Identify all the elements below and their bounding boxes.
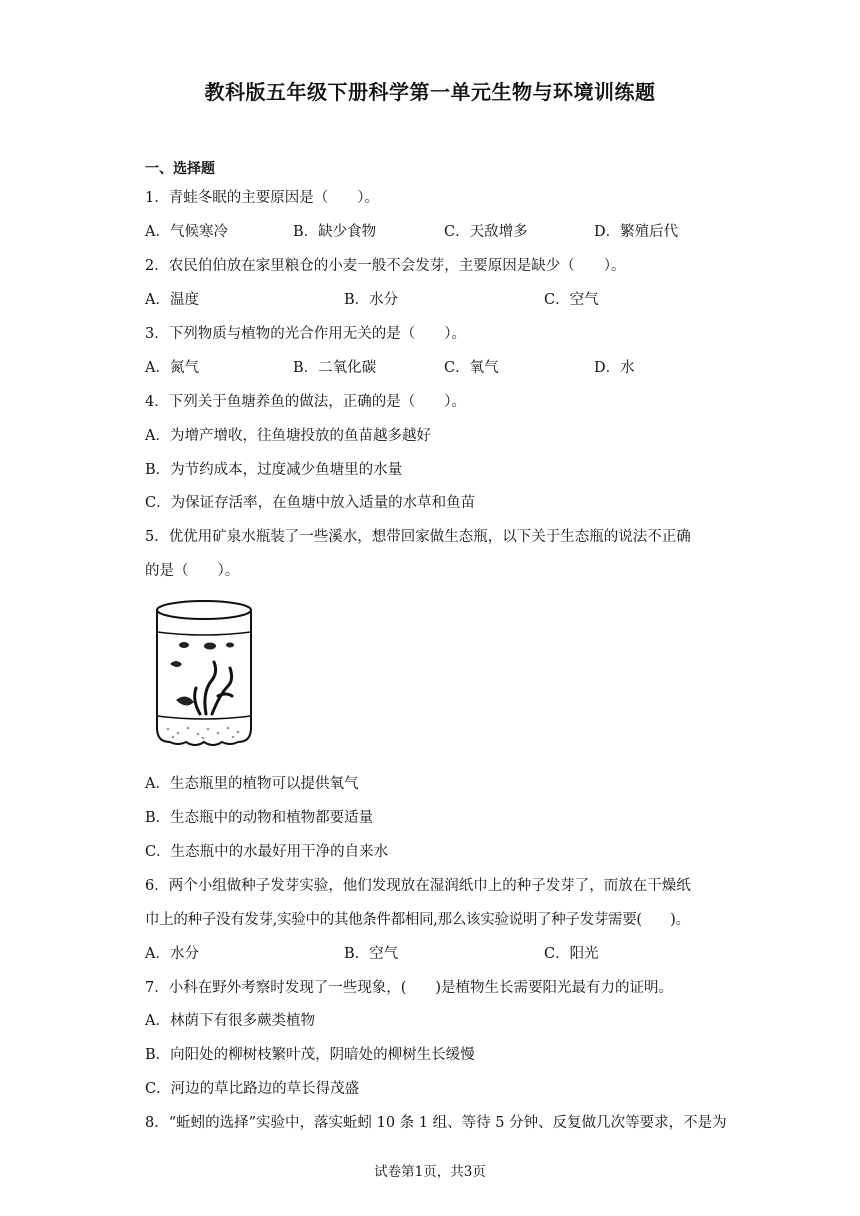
q5-option-b: B．生态瓶中的动物和植物都要适量 bbox=[145, 810, 374, 826]
q7-option-b: B．向阳处的柳树枝繁叶茂，阴暗处的柳树生长缓慢 bbox=[145, 1047, 475, 1063]
question-7: 7．小科在野外考察时发现了一些现象，( )是植物生长需要阳光最有力的证明。 bbox=[145, 980, 674, 996]
q2-option-b: B．水分 bbox=[344, 292, 399, 308]
q3-option-a: A．氮气 bbox=[145, 360, 199, 376]
q2-option-c: C．空气 bbox=[544, 292, 599, 308]
question-5-line-2: 的是（ ）。 bbox=[145, 563, 240, 579]
q1-option-a: A．气候寒冷 bbox=[145, 224, 228, 240]
q6-option-b: B．空气 bbox=[344, 946, 399, 962]
question-6-line-2: 巾上的种子没有发芽,实验中的其他条件都相同,那么该实验说明了种子发芽需要( )。 bbox=[145, 912, 690, 928]
question-8: 8．“蚯蚓的选择”实验中，落实蚯蚓 10 条 1 组、等待 5 分钟、反复做几次等要求，不是为 bbox=[145, 1115, 727, 1131]
question-4: 4．下列关于鱼塘养鱼的做法，正确的是（ ）。 bbox=[145, 394, 466, 410]
q2-option-a: A．温度 bbox=[145, 292, 199, 308]
question-5: 5．优优用矿泉水瓶装了一些溪水，想带回家做生态瓶，以下关于生态瓶的说法不正确 bbox=[145, 529, 691, 545]
q6-option-c: C．阳光 bbox=[544, 946, 599, 962]
q4-option-b: B．为节约成本，过度减少鱼塘里的水量 bbox=[145, 462, 403, 478]
q3-option-d: D．水 bbox=[594, 360, 635, 376]
q1-option-b: B．缺少食物 bbox=[293, 224, 377, 240]
question-6: 6．两个小组做种子发芽实验，他们发现放在湿润纸巾上的种子发芽了，而放在干燥纸 bbox=[145, 878, 691, 894]
q6-option-a: A．水分 bbox=[145, 946, 199, 962]
q5-option-c: C．生态瓶中的水最好用干净的自来水 bbox=[145, 844, 389, 860]
q1-option-c: C．天敌增多 bbox=[444, 224, 528, 240]
question-3: 3．下列物质与植物的光合作用无关的是（ ）。 bbox=[145, 326, 466, 342]
q1-option-d: D．繁殖后代 bbox=[594, 224, 679, 240]
page-footer: 试卷第1页，共3页 bbox=[374, 1164, 486, 1180]
question-1: 1．青蛙冬眠的主要原因是（ ）。 bbox=[145, 190, 379, 206]
question-2: 2．农民伯伯放在家里粮仓的小麦一般不会发芽，主要原因是缺少（ ）。 bbox=[145, 258, 626, 274]
q3-option-b: B．二氧化碳 bbox=[293, 360, 377, 376]
q5-option-a: A．生态瓶里的植物可以提供氧气 bbox=[145, 776, 359, 792]
page-title: 教科版五年级下册科学第一单元生物与环境训练题 bbox=[204, 80, 656, 104]
ecological-bottle-illustration bbox=[148, 596, 260, 752]
q3-option-c: C．氧气 bbox=[444, 360, 499, 376]
q7-option-c: C．河边的草比路边的草长得茂盛 bbox=[145, 1081, 360, 1097]
section-heading: 一、选择题 bbox=[145, 161, 215, 177]
q4-option-c: C．为保证存活率，在鱼塘中放入适量的水草和鱼苗 bbox=[145, 495, 476, 511]
q7-option-a: A．林荫下有很多蕨类植物 bbox=[145, 1013, 315, 1029]
q4-option-a: A．为增产增收，往鱼塘投放的鱼苗越多越好 bbox=[145, 428, 431, 444]
